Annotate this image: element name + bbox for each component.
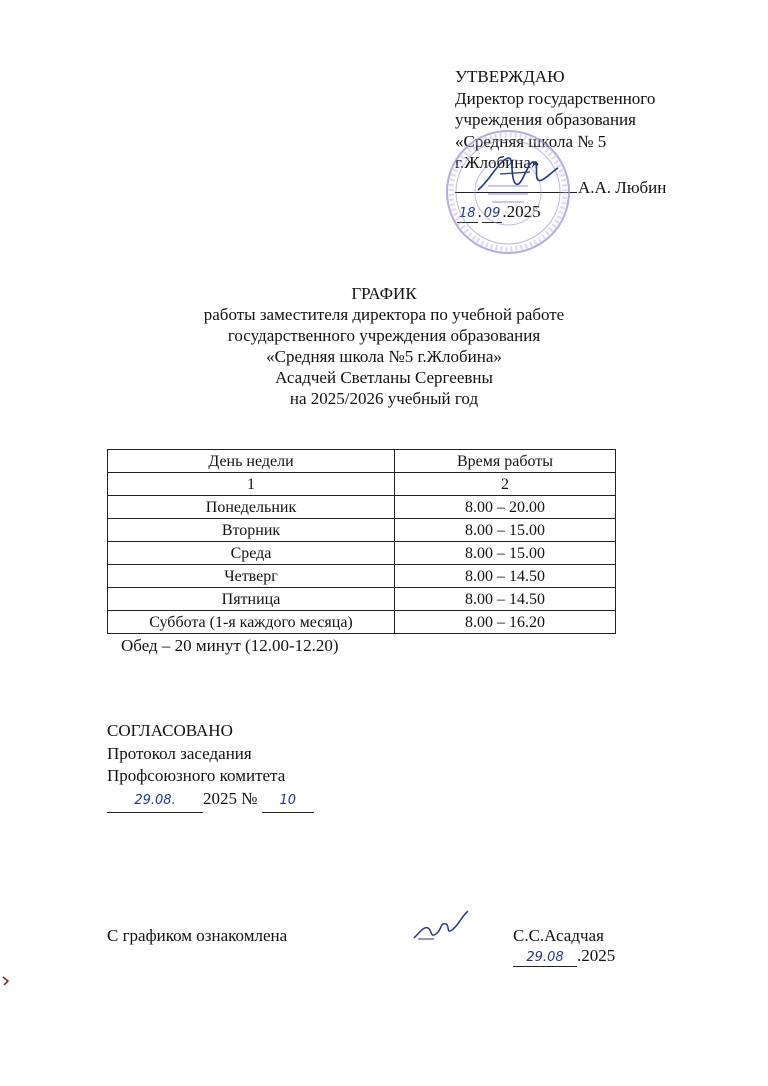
table-cell: 8.00 – 20.00 <box>395 496 616 519</box>
agreed-heading: СОГЛАСОВАНО <box>107 721 233 740</box>
title-line: «Средняя школа №5 г.Жлобина» <box>266 347 502 366</box>
title-line: на 2025/2026 учебный год <box>289 389 479 408</box>
lunch-break-note: Обед – 20 минут (12.00-12.20) <box>121 636 339 655</box>
table-row <box>108 496 616 519</box>
agreed-block <box>107 720 314 813</box>
table-cell: Вторник <box>108 519 395 542</box>
title-line: работы заместителя директора по учебной работе <box>203 305 565 324</box>
acknowledgement-date <box>513 946 615 967</box>
table-row <box>108 565 616 588</box>
agreed-line: Профсоюзного комитета <box>107 766 286 785</box>
agreed-date: 29.08. <box>134 792 176 808</box>
table-cell: Среда <box>108 542 395 565</box>
agreed-date-year: 2025 № <box>203 788 258 808</box>
table-row <box>108 588 616 611</box>
acknowledgement-label: С графиком ознакомлена <box>107 926 288 945</box>
approval-line: учреждения образования <box>455 110 636 129</box>
table-cell: Пятница <box>108 588 395 611</box>
table-header-row <box>108 450 616 473</box>
agreed-line: Протокол заседания <box>107 743 252 763</box>
margin-mark-icon <box>2 976 10 986</box>
table-cell: 8.00 – 14.50 <box>395 565 616 588</box>
table-cell: 8.00 – 14.50 <box>395 588 616 611</box>
employee-signature-icon <box>410 908 472 946</box>
work-schedule-table <box>107 449 616 634</box>
protocol-number: 10 <box>279 792 296 808</box>
table-cell: 8.00 – 15.00 <box>395 519 616 542</box>
agreed-date-line <box>107 788 314 814</box>
approval-line: г.Жлобина» <box>455 153 540 172</box>
table-cell: 2 <box>395 473 616 496</box>
employee-name: С.С.Асадчая <box>513 926 604 945</box>
approval-line: «Средняя школа № 5 <box>455 131 607 151</box>
approval-heading: УТВЕРЖДАЮ <box>455 67 565 86</box>
approval-date-year: .2025 <box>502 202 541 221</box>
table-cell: Суббота (1-я каждого месяца) <box>108 611 395 634</box>
approval-date: 18 . 09 .2025 <box>459 202 541 221</box>
approval-line: Директор государственного <box>455 88 656 108</box>
document-title-block <box>0 283 768 409</box>
director-signature-icon <box>470 150 560 200</box>
table-cell: 1 <box>108 473 395 496</box>
table-cell: Понедельник <box>108 496 395 519</box>
table-row <box>108 519 616 542</box>
acknowledgement-date-hw: 29.08 <box>526 950 564 965</box>
acknowledgement-date-year: .2025 <box>577 946 616 965</box>
table-row <box>108 611 616 634</box>
table-cell: 8.00 – 16.20 <box>395 611 616 634</box>
approval-date-month: 09 <box>483 206 501 221</box>
table-cell: 8.00 – 15.00 <box>395 542 616 565</box>
approver-name: А.А. Любин <box>578 178 667 197</box>
table-cell: Четверг <box>108 565 395 588</box>
document-title: ГРАФИК <box>351 284 417 303</box>
title-line: Асадчей Светланы Сергеевны <box>275 368 493 387</box>
column-header-time: Время работы <box>395 450 616 473</box>
title-line: государственного учреждения образования <box>227 326 541 345</box>
table-row <box>108 542 616 565</box>
approval-date-day: 18 <box>459 206 476 221</box>
table-numbering-row <box>108 473 616 496</box>
column-header-day: День недели <box>108 450 395 473</box>
